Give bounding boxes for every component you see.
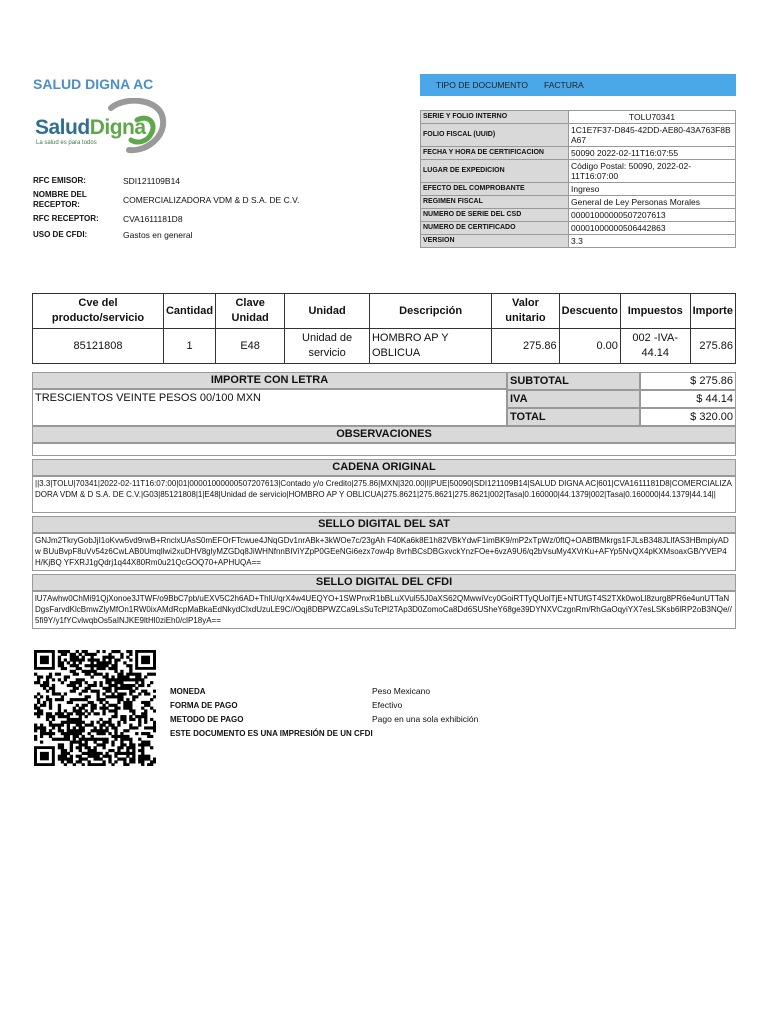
fiscal-value: 3.3 (569, 235, 736, 248)
sello-sat-text: GNJm2TkryGobJjI1oKvw5vd9rwB+RnclxUAsS0mEFOrFTcwue4JNqGDv1nrABk+3kWOe7c/23gAh F40Ka6k8E1h82VBkYdwF1imBK9/mP2xTpWz/0ftQ+OABfBMkrgs1FJLsB348JLlfAS3HBmpiyADw BUuBvpF8uVv54z6CwLAB0Umqllwi2xuDHV8glyMZGDq8JiWHNfnnBIViYZpP0GEeNGi6ezx7ow4p 8vrhBCsDBGxvckYnzFOe+6vzA9U6/q2bVsuMy4XVrKu+AFYp5NvQX4pKXMsoaxGB/YVEP4H/KjBQ YFXRJ1gQdrj1q44X80Rm0u21QcGOQ70+APHUQA== (32, 533, 736, 571)
fiscal-row (421, 124, 736, 147)
cell-descuento: 0.00 (559, 329, 620, 364)
info-value: Gastos en general (123, 230, 193, 240)
cadena-original-text: ||3.3|TOLU|70341|2022-02-11T16:07:00|01|00001000000507207613|Contado y/o Credito|275.86|MXN|320.00|I|PUE|50090|SDI121109B14|SALUD DIGNA AC|601|CVA1611181D8|COMERCIALIZADORA VDM & D S.A. DE C.V.|G03|85121808|1|E48|Unidad de servicio|HOMBRO AP Y OBLICUA|275.8621|275.8621|275.8621|002|Tasa|0.160000|44.1379|002|Tasa|0.160000|44.1379|44.14|| (32, 476, 736, 513)
cell-impuestos: 002 -IVA- 44.14 (620, 329, 690, 364)
fiscal-value: Código Postal: 50090, 2022-02-11T16:07:00 (569, 160, 736, 183)
fiscal-label: REGIMEN FISCAL (421, 196, 569, 209)
col-header: Cve del producto/servicio (33, 294, 164, 329)
col-header: Descuento (559, 294, 620, 329)
info-row-nombre-receptor (33, 190, 393, 210)
info-row-rfc-receptor (33, 212, 393, 226)
payment-row (170, 698, 478, 712)
total-value: $ 320.00 (640, 408, 736, 426)
totals-section (32, 372, 736, 629)
importe-letra-value: TRESCIENTOS VEINTE PESOS 00/100 MXN (32, 389, 507, 426)
col-header: Unidad (285, 294, 370, 329)
fiscal-value: TOLU70341 (569, 111, 736, 124)
fiscal-label: NUMERO DE SERIE DEL CSD (421, 209, 569, 222)
iva-value: $ 44.14 (640, 390, 736, 408)
info-value: CVA1611181D8 (123, 214, 183, 224)
info-label: USO DE CFDI: (33, 230, 88, 239)
fiscal-value: 50090 2022-02-11T16:07:55 (569, 147, 736, 160)
col-header: Valor unitario (492, 294, 559, 329)
fiscal-label: SERIE Y FOLIO INTERNO (421, 111, 569, 124)
observaciones-box (32, 443, 736, 456)
fiscal-value: Ingreso (569, 183, 736, 196)
sello-cfdi-header: SELLO DIGITAL DEL CFDI (32, 574, 736, 591)
info-row-uso-cfdi (33, 228, 393, 242)
qr-code-icon (34, 650, 156, 766)
col-header: Impuestos (620, 294, 690, 329)
total-label: TOTAL (507, 408, 640, 426)
info-value: COMERCIALIZADORA VDM & D S.A. DE C.V. (123, 195, 300, 205)
info-label: NOMBRE DEL RECEPTOR: (33, 190, 87, 209)
cadena-original-header: CADENA ORIGINAL (32, 459, 736, 476)
fiscal-value: 00001000000507207613 (569, 209, 736, 222)
tipo-documento-label: TIPO DE DOCUMENTO (436, 80, 528, 90)
col-header: Cantidad (163, 294, 215, 329)
subtotal-value: $ 275.86 (640, 372, 736, 390)
concepts-header-row (33, 294, 736, 329)
info-value: SDI121109B14 (123, 176, 181, 186)
fiscal-row (421, 209, 736, 222)
fiscal-label: LUGAR DE EXPEDICION (421, 160, 569, 183)
subtotal-label: SUBTOTAL (507, 372, 640, 390)
tipo-documento-value: FACTURA (544, 80, 584, 90)
fiscal-label: FOLIO FISCAL (UUID) (421, 124, 569, 147)
cell-importe: 275.86 (690, 329, 735, 364)
cell-clave-producto: 85121808 (33, 329, 164, 364)
fiscal-label: NUMERO DE CERTIFICADO (421, 222, 569, 235)
fiscal-value: 1C1E7F37-D845-42DD-AE80-43A763F8BA67 (569, 124, 736, 147)
importe-letra-header: IMPORTE CON LETRA (32, 372, 507, 389)
iva-label: IVA (507, 390, 640, 408)
table-row (33, 329, 736, 364)
cfdi-notice: ESTE DOCUMENTO ES UNA IMPRESIÓN DE UN CFDI (170, 728, 373, 738)
fiscal-value: 00001000000506442863 (569, 222, 736, 235)
cell-valor-unitario: 275.86 (492, 329, 559, 364)
fiscal-row (421, 147, 736, 160)
fiscal-label: VERSION (421, 235, 569, 248)
fiscal-row (421, 183, 736, 196)
col-header: Descripción (369, 294, 491, 329)
cell-clave-unidad: E48 (216, 329, 285, 364)
fiscal-value: General de Ley Personas Morales (569, 196, 736, 209)
cell-cantidad: 1 (163, 329, 215, 364)
payment-info (170, 684, 478, 740)
logo-text-salud: Salud (35, 116, 90, 139)
company-name: SALUD DIGNA AC (33, 76, 154, 92)
fiscal-row (421, 235, 736, 248)
fiscal-label: FECHA Y HORA DE CERTIFICACION (421, 147, 569, 160)
logo-tagline: La salud es para todos (36, 140, 97, 146)
tipo-documento-bar (420, 74, 736, 96)
observaciones-header: OBSERVACIONES (32, 426, 736, 443)
fiscal-row (421, 111, 736, 124)
payment-label: METODO DE PAGO (170, 714, 244, 724)
info-label: RFC EMISOR: (33, 176, 86, 185)
payment-label: FORMA DE PAGO (170, 700, 238, 710)
payment-row (170, 726, 478, 740)
info-row-rfc-emisor (33, 174, 393, 188)
salud-digna-logo (33, 98, 173, 156)
fiscal-row (421, 222, 736, 235)
col-header: Clave Unidad (216, 294, 285, 329)
fiscal-table (420, 110, 736, 248)
payment-value: Pago en una sola exhibición (372, 714, 479, 724)
fiscal-row (421, 160, 736, 183)
payment-value: Efectivo (372, 700, 403, 710)
cell-descripcion: HOMBRO AP Y OBLICUA (369, 329, 491, 364)
payment-label: MONEDA (170, 686, 206, 696)
cell-unidad: Unidad de servicio (285, 329, 370, 364)
payment-row (170, 684, 478, 698)
logo-text-digna: Digna (89, 116, 146, 139)
sello-sat-header: SELLO DIGITAL DEL SAT (32, 516, 736, 533)
totals-box (507, 372, 736, 426)
col-header: Importe (690, 294, 735, 329)
concepts-table (32, 293, 736, 364)
sello-cfdi-text: lU7Awhw0ChMi91QjXonoe3JTWF/o9BbC7pb/uEXV5C2h6AD+ThlU/qrX4w4UEQYO+1SWPnxR1bBLuXVul55J0aXS62QMwwiVcy0GoiRTTyQUolTjE+NTUfGT4S2TXk0woLl8zurg8PR6e4unUTTaNDgsFarvdKlcBmwZlyMfOn1RW0ixAMdRcpMaBkaEdNkydClxdUzuLE9C//Oqj8DBPWZCa9LsSuTcPI2TAp3D0ZomoCa8Dd6SUSheY68ge39DYNXVCzgnRm/RhGaOqyiYX7esLSKsb6lRP2oB3NQe//5fi9Y/y1fYCvlwqbOs5aINJKE9ltHl0ziEh0/clP18yA== (32, 591, 736, 629)
payment-value: Peso Mexicano (372, 686, 431, 696)
payment-row (170, 712, 478, 726)
fiscal-label: EFECTO DEL COMPROBANTE (421, 183, 569, 196)
emisor-info (33, 174, 393, 244)
qr-code (34, 650, 156, 766)
info-label: RFC RECEPTOR: (33, 214, 99, 223)
fiscal-row (421, 196, 736, 209)
